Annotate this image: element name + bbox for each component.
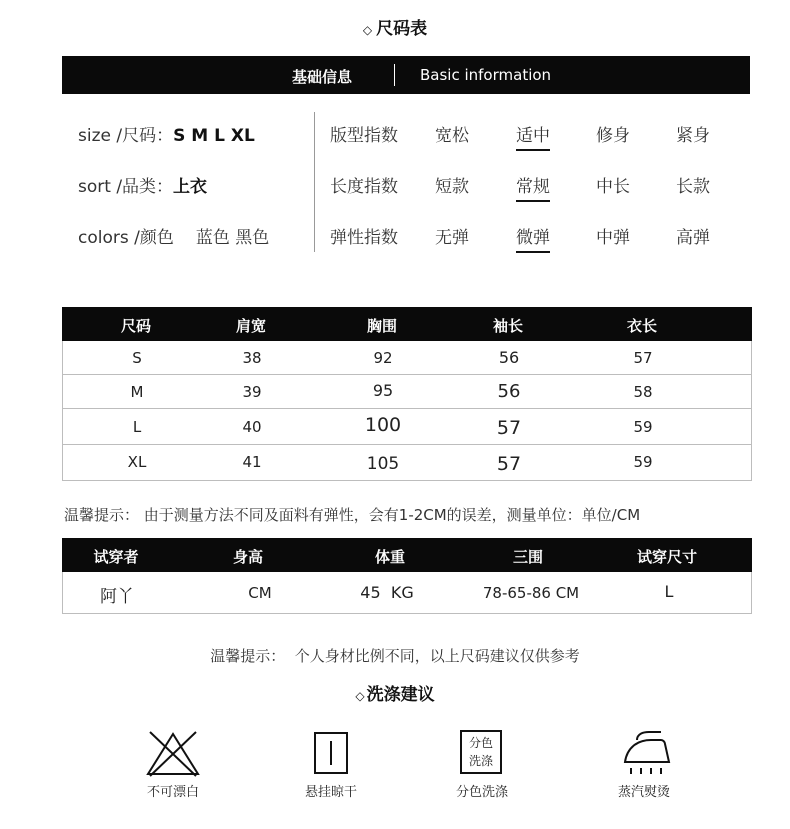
table-row [62, 572, 752, 614]
index-option: 紧身 [676, 126, 710, 146]
col-header: 身高 [232, 548, 264, 566]
basic-info-cn: 基础信息 [292, 68, 353, 86]
diamond-icon: ◇ [362, 23, 373, 37]
table-cell: M [130, 383, 144, 401]
table-cell: 41 [242, 453, 262, 471]
index-option-selected: 适中 [516, 121, 550, 151]
index-option: 高弹 [676, 228, 710, 248]
table-cell: 57 [496, 417, 522, 439]
table-cell: XL [127, 453, 147, 471]
index-option: 短款 [435, 177, 469, 197]
table-cell: 59 [633, 453, 653, 471]
info-size: size /尺码：S M L XL [78, 126, 255, 146]
measurement-note: 温馨提示： 由于测量方法不同及面料有弹性，会有1-2CM的误差，测量单位：单位/CM [64, 506, 641, 524]
table-cell: L [664, 582, 674, 601]
table-cell: 45 KG [360, 583, 414, 602]
table-cell: 95 [372, 381, 394, 400]
wash-label: 蒸汽熨烫 [617, 785, 671, 800]
col-header: 三围 [512, 548, 544, 566]
table-cell: 78-65-86 CM [482, 584, 580, 602]
index-name: 弹性指数 [330, 228, 398, 248]
table-cell: 56 [498, 348, 520, 367]
table-cell: 100 [364, 414, 402, 436]
badge-line: 分色 [468, 736, 493, 750]
basic-info-en: Basic information [420, 66, 552, 84]
no-bleach-icon [144, 728, 202, 778]
steam-iron-icon [615, 728, 677, 778]
info-sort: sort /品类：上衣 [78, 177, 208, 197]
wash-label: 悬挂晾干 [304, 785, 358, 800]
index-option: 宽松 [435, 126, 469, 146]
basic-info-bar [62, 56, 750, 94]
index-option: 中弹 [596, 228, 630, 248]
measure-table-header [62, 307, 752, 341]
table-row [62, 341, 752, 375]
badge-line: 洗涤 [468, 754, 493, 768]
col-header: 肩宽 [235, 317, 267, 335]
bar-divider [394, 64, 395, 86]
table-cell: 56 [497, 381, 521, 402]
fit-note: 温馨提示： 个人身材比例不同，以上尺码建议仅供参考 [210, 647, 580, 665]
index-option-selected: 微弹 [516, 223, 550, 253]
table-cell: 38 [242, 349, 262, 367]
table-cell: S [132, 349, 142, 367]
col-header: 袖长 [492, 317, 524, 335]
model-table-header [62, 538, 752, 572]
table-row [62, 409, 752, 445]
table-cell: 92 [373, 349, 393, 367]
table-cell: 105 [366, 454, 400, 474]
col-header: 体重 [374, 548, 406, 566]
index-option: 中长 [596, 177, 630, 197]
col-header: 试穿者 [93, 548, 139, 566]
info-colors: colors /颜色 蓝色 黑色 [78, 228, 270, 248]
wash-separately-icon [460, 730, 502, 774]
table-cell: L [132, 418, 142, 436]
col-header: 尺码 [120, 317, 152, 335]
table-row [62, 375, 752, 409]
table-cell: CM [248, 584, 272, 602]
col-header: 试穿尺寸 [636, 548, 698, 566]
table-cell: 阿丫 [100, 587, 134, 607]
wash-label: 分色洗涤 [455, 785, 509, 800]
table-row [62, 445, 752, 481]
index-name: 长度指数 [330, 177, 398, 197]
info-divider [314, 112, 315, 252]
diamond-icon: ◇ [355, 689, 365, 703]
index-name: 版型指数 [330, 126, 398, 146]
index-option: 长款 [676, 177, 710, 197]
table-cell: 40 [242, 418, 262, 436]
col-header: 胸围 [366, 317, 398, 335]
table-cell: 57 [633, 349, 653, 367]
wash-label: 不可漂白 [146, 785, 200, 800]
table-cell: 57 [496, 453, 522, 475]
hang-dry-icon [313, 731, 349, 775]
size-chart-heading: ◇ 尺码表 [362, 19, 428, 39]
index-option-selected: 常规 [516, 172, 550, 202]
index-option: 修身 [596, 126, 630, 146]
table-cell: 59 [633, 418, 653, 436]
table-cell: 58 [633, 383, 653, 401]
index-option: 无弹 [435, 228, 469, 248]
table-cell: 39 [242, 383, 262, 401]
wash-heading: ◇ 洗涤建议 [355, 685, 435, 705]
col-header: 衣长 [626, 317, 658, 335]
